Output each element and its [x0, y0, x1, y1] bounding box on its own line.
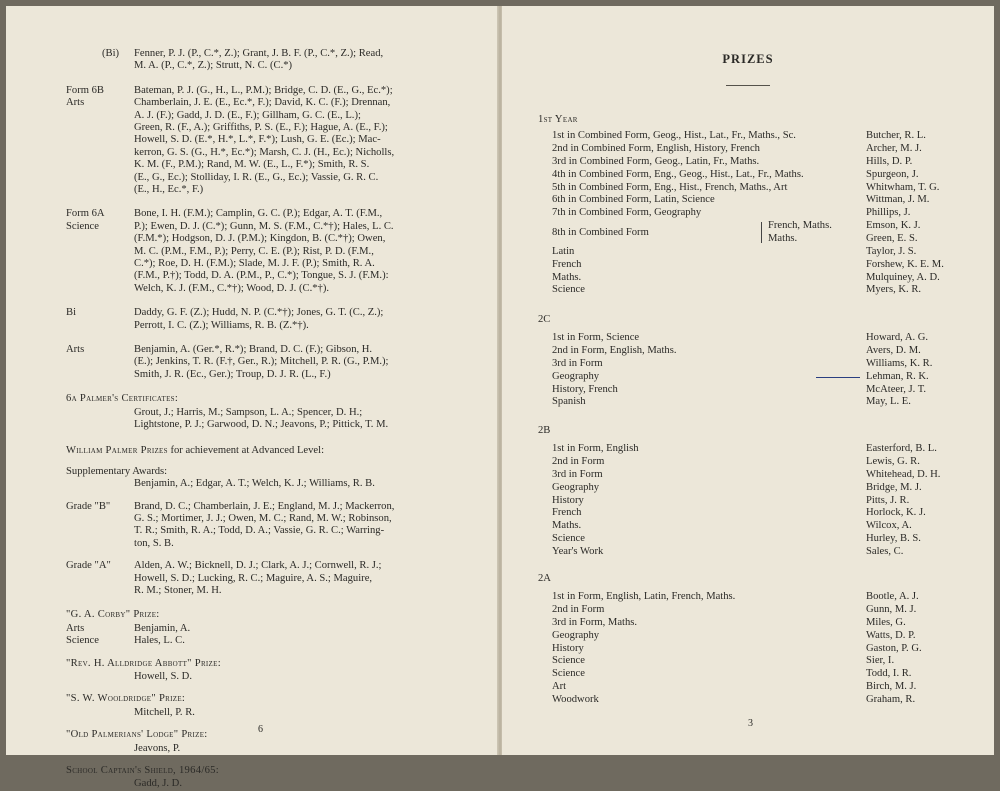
prize-winner: Watts, D. P. [866, 629, 916, 641]
form-label: Form 6A [66, 208, 105, 220]
form-heading: 2A [538, 573, 551, 584]
form-heading: 2C [538, 314, 551, 325]
prize-description: Latin [552, 246, 575, 257]
prize-description: History [552, 494, 584, 506]
prize-winner: Williams, K. R. [866, 358, 933, 369]
prize-description: 3rd in Form [552, 358, 603, 369]
prize-heading: School Captain's Shield, 1964/65: [66, 765, 220, 776]
prize-description: French [552, 258, 582, 270]
prize-heading: "Old Palmerians' Lodge" Prize: [66, 729, 208, 741]
prize-description: 3rd in Form, Maths. [552, 617, 638, 628]
name-line: Brand, D. C.; Chamberlain, J. E.; England, M. J.; Mackerron, [134, 500, 395, 512]
prize-description: 6th in Combined Form, Latin, Science [552, 194, 715, 206]
prize-winner: Sales, C. [866, 545, 904, 557]
prize-description: 1st in Form, Science [552, 332, 640, 344]
prize-description: Art [552, 681, 567, 692]
prize-description: 3rd in Combined Form, Geog., Latin, Fr., Maths. [552, 156, 760, 167]
grade-label: Grade "A" [66, 560, 111, 572]
prize-description: Maths. [552, 271, 582, 283]
name-line: R. M.; Stoner, M. H. [134, 585, 222, 596]
prize-description: 2nd in Form [552, 604, 605, 616]
prize-winner: Easterford, B. L. [866, 443, 937, 455]
prize-winner: Whitehead, D. H. [866, 469, 941, 480]
prize-category: Arts [66, 622, 85, 634]
prize-description: 1st in Form, English, Latin, French, Maths. [552, 591, 736, 603]
prize-winner: Forshew, K. E. M. [866, 258, 944, 270]
prize-heading: "Rev. H. Alldridge Abbott" Prize: [66, 657, 221, 669]
prize-winner: Jeavons, P. [134, 742, 181, 754]
prize-winner: Bootle, A. J. [866, 591, 919, 603]
award-text-line: Welch, K. J. (F.M., C.*†); Wood, D. J. (C.*†). [134, 282, 329, 294]
page-number: 6 [258, 724, 263, 735]
prize-description: 3rd in Form [552, 469, 603, 480]
prize-winner: Butcher, R. L. [866, 130, 926, 142]
prize-description: History, French [552, 383, 618, 395]
prize-winner: Spurgeon, J. [866, 168, 919, 180]
award-text-line: (F.M., P.†); Todd, D. A. (P.M., P., C.*); Tongue, S. J. (F.M.): [134, 270, 389, 282]
award-text-line: M. C. (P.M., F.M., P.); Perry, C. E. (P.); Rist, P. D. (F.M., [134, 245, 374, 257]
form-label: Arts [66, 344, 85, 355]
prize-winner: Hills, D. P. [866, 156, 913, 167]
prize-description: Science [552, 655, 585, 667]
prize-description: Geography [552, 370, 600, 382]
name-line: Grout, J.; Harris, M.; Sampson, L. A.; Spencer, D. H.; [134, 406, 363, 418]
name-line: Alden, A. W.; Bicknell, D. J.; Clark, A. J.; Cornwell, R. J.; [134, 560, 382, 572]
prize-description: 1st in Form, English [552, 443, 639, 455]
award-text-line: Daddy, G. F. (Z.); Hudd, N. P. (C.*†); Jones, G. T. (C., Z.); [134, 307, 384, 319]
name-line: ton, S. B. [134, 537, 174, 549]
right-page [502, 6, 994, 755]
prize-description: 5th in Combined Form, Eng., Hist., French, Maths., Art [552, 181, 788, 193]
award-text-line: (E.); Jenkins, T. R. (F.†, Ger., R.); Mitchell, P. R. (G., P.M.); [134, 356, 389, 368]
prize-description: 2nd in Combined Form, English, History, French [552, 143, 760, 155]
name-line: Lightstone, P. J.; Garwood, D. N.; Jeavons, P.; Pittick, T. M. [134, 419, 389, 430]
prize-subject: French, Maths. [768, 220, 832, 231]
section-heading: 1st Year [538, 114, 578, 125]
prize-heading: "S. W. Wooldridge" Prize: [66, 693, 186, 705]
prize-winner: Graham, R. [866, 693, 916, 705]
award-text-line: kerron, G. S. (G., H.*, Ec.*); Marsh, C. J. (H., Ec.); Nicholls, [134, 146, 395, 158]
award-text-line: Green, R. (F., A.); Griffiths, P. S. (E., F.); Hague, A. (E., F.); [134, 122, 388, 133]
prize-winner: Avers, D. M. [866, 345, 921, 357]
prize-winner: Gadd, J. D. [134, 778, 182, 790]
form-label: Bi [66, 307, 77, 319]
prize-category: Science [66, 635, 99, 647]
prize-description: Science [552, 533, 585, 544]
ink-pen-mark [816, 377, 860, 378]
prize-subject: Maths. [768, 233, 798, 244]
name-line: Howell, S. D.; Lucking, R. C.; Maguire, A. S.; Maguire, [134, 572, 373, 584]
prize-description: 2nd in Form [552, 456, 605, 468]
heading-part: William Palmer Prizes [66, 445, 168, 457]
prize-description: Science [552, 284, 585, 296]
title-rule [726, 85, 770, 86]
prize-winner: Birch, M. J. [866, 681, 917, 692]
prize-winner: Hales, L. C. [134, 635, 185, 647]
award-text-line: Perrott, I. C. (Z.); Williams, R. B. (Z.*†). [134, 319, 309, 331]
award-text-line: Fenner, P. J. (P., C.*, Z.); Grant, J. B. F. (P., C.*, Z.); Read, [134, 48, 384, 59]
section-heading [66, 445, 324, 457]
prize-description: Geography [552, 481, 600, 493]
award-text-line: Bateman, P. J. (G., H., L., P.M.); Bridge, C. D. (E., G., Ec.*); [134, 84, 393, 96]
prize-winner: Wilcox, A. [866, 520, 912, 532]
award-text-line: (E., G., Ec.); Stolliday, I. R. (E., G., Ec.); Vassie, G. R. C. [134, 171, 379, 183]
form-label: Arts [66, 97, 85, 109]
grade-label: Grade "B" [66, 500, 111, 512]
prize-winner: Myers, K. R. [866, 284, 922, 296]
prize-winner: Mitchell, P. R. [134, 706, 195, 718]
prize-winner: McAteer, J. T. [866, 383, 927, 395]
prize-winner: May, L. E. [866, 396, 911, 408]
award-label: Supplementary Awards: [66, 465, 168, 477]
prize-description: Maths. [552, 520, 582, 532]
prize-description: Geography [552, 629, 600, 641]
prize-winner: Todd, I. R. [866, 668, 912, 680]
prize-description: 7th in Combined Form, Geography [552, 207, 702, 219]
prize-winner: Howard, A. G. [866, 332, 929, 344]
prize-winner: Pitts, J. R. [866, 494, 910, 506]
prize-winner: Phillips, J. [866, 207, 911, 219]
form-label: Form 6B [66, 84, 104, 96]
page-number: 3 [748, 718, 753, 729]
prize-winner: Bridge, M. J. [866, 481, 922, 493]
name-line: T. R.; Smith, R. A.; Todd, D. A.; Vassie, G. R. C.; Warring- [134, 525, 385, 537]
section-heading: 6a Palmer's Certificates: [66, 393, 179, 405]
prize-description: Woodwork [552, 693, 599, 705]
award-text-line: (F.M.*); Hodgson, D. J. (P.M.); Kingdon, B. (C.*†); Owen, [134, 233, 386, 245]
brace-mark [761, 222, 762, 243]
award-text-line: Bone, I. H. (F.M.); Camplin, G. C. (P.); Edgar, A. T. (F.M., [134, 208, 383, 220]
prize-winner: Benjamin, A. [134, 622, 191, 634]
award-text-line: K. M. (F., P.M.); Rand, M. W. (E., L., F.*); Smith, R. S. [134, 159, 370, 171]
prize-winner: Green, E. S. [866, 233, 918, 244]
prize-description: Science [552, 668, 585, 680]
award-text-line: Smith, J. R. (Ec., Ger.); Troup, D. J. R. (L., F.) [134, 368, 331, 380]
award-text-line: Chamberlain, J. E. (E., Ec.*, F.); David, K. C. (F.); Drennan, [134, 97, 391, 109]
prize-description: History [552, 642, 584, 654]
prize-winner: Mulquiney, A. D. [866, 271, 940, 283]
award-text-line: P.); Ewen, D. J. (C.*); Gunn, M. S. (F.M., C.*†); Hales, L. C. [134, 220, 394, 232]
form-label: Science [66, 220, 99, 232]
page-title: PRIZES [722, 52, 774, 66]
prize-winner: Sier, I. [866, 655, 895, 667]
left-page [6, 6, 498, 790]
name-line: G. S.; Mortimer, J. J.; Owen, M. C.; Rand, M. W.; Robinson, [134, 513, 392, 524]
name-line: Benjamin, A.; Edgar, A. T.; Welch, K. J.; Williams, R. B. [134, 478, 375, 490]
award-text-line: Benjamin, A. (Ger.*, R.*); Brand, D. C. (F.); Gibson, H. [134, 344, 373, 355]
prize-winner: Taylor, J. S. [866, 246, 917, 257]
prize-winner: Howell, S. D. [134, 671, 192, 682]
prize-description: 2nd in Form, English, Maths. [552, 345, 677, 357]
prize-description: Spanish [552, 396, 586, 408]
prize-winner: Lehman, R. K. [866, 370, 929, 382]
prize-description: French [552, 507, 582, 519]
prize-description: 4th in Combined Form, Eng., Geog., Hist., Lat., Fr., Maths. [552, 168, 804, 180]
prize-winner: Lewis, G. R. [866, 456, 920, 468]
award-text-line: C.*); Roe, D. H. (F.M.); Slade, M. J. F. (P.); Smith, R. A. [134, 258, 375, 269]
award-text-line: A. J. (F.); Gadd, J. D. (E., F.); Gillham, G. C. (E., L.); [134, 109, 361, 121]
prize-description: 1st in Combined Form, Geog., Hist., Lat., Fr., Maths., Sc. [552, 130, 796, 142]
prize-winner: Gunn, M. J. [866, 604, 917, 616]
prize-description: Year's Work [552, 545, 604, 557]
form-label: (Bi) [102, 48, 120, 59]
award-text-line: (E., H., Ec.*, F.) [134, 184, 204, 195]
prize-winner: Gaston, P. G. [866, 642, 922, 654]
award-text-line: Howell, S. D. (E.*, H.*, L.*, F.*); Lush, G. E. (Ec.); Mac- [134, 134, 381, 146]
prize-winner: Horlock, K. J. [866, 507, 926, 519]
prize-winner: Wittman, J. M. [866, 194, 930, 206]
prize-winner: Whitwham, T. G. [866, 181, 940, 193]
prize-description: 8th in Combined Form [552, 227, 649, 238]
form-heading: 2B [538, 425, 551, 436]
heading-part: for achievement at Advanced Level: [167, 445, 325, 457]
prize-winner: Miles, G. [866, 617, 906, 628]
prize-winner: Hurley, B. S. [866, 533, 921, 544]
prize-heading: "G. A. Corby" Prize: [66, 609, 160, 621]
prize-winner: Emson, K. J. [866, 220, 921, 231]
prize-winner: Archer, M. J. [866, 143, 922, 155]
award-text-line: M. A. (P., C.*, Z.); Strutt, N. C. (C.*) [134, 60, 293, 72]
